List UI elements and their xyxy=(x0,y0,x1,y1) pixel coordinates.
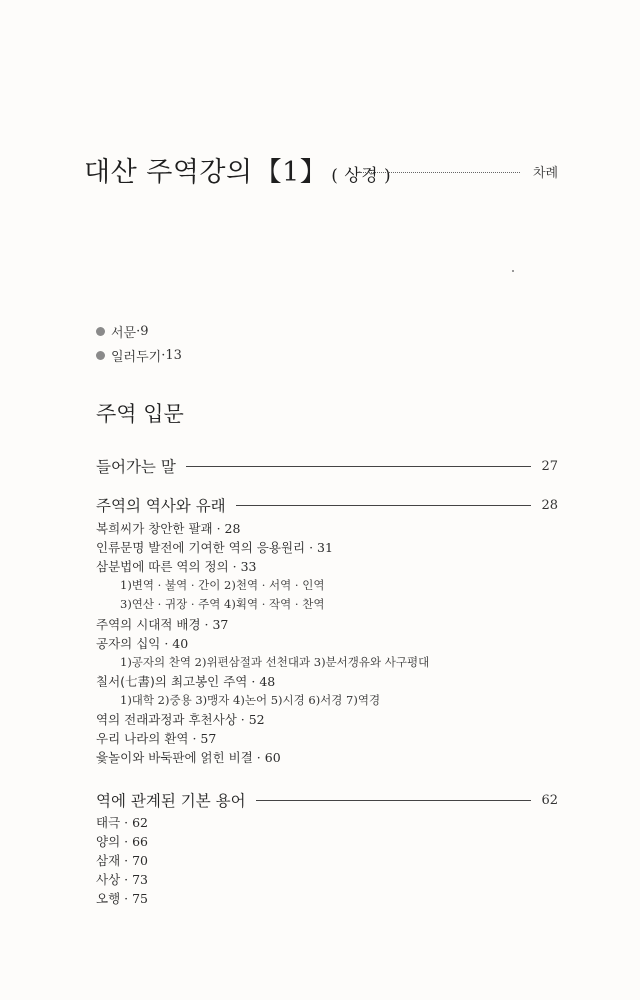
separator: · xyxy=(212,521,225,536)
section-rule xyxy=(186,466,532,467)
separator: · xyxy=(120,834,133,849)
entry-label: 공자의 십익 xyxy=(96,636,161,651)
toc-entry[interactable] xyxy=(96,710,265,728)
front-matter-item[interactable] xyxy=(96,346,182,365)
toc-entry[interactable] xyxy=(96,634,188,652)
toc-entry[interactable] xyxy=(96,832,148,850)
section-title: 주역의 역사와 유래 xyxy=(96,497,226,515)
toc-entry[interactable] xyxy=(96,615,228,633)
entry-page: 70 xyxy=(132,853,148,868)
book-title xyxy=(84,150,391,189)
entry-page: 28 xyxy=(224,521,241,536)
section-title: 들어가는 말 xyxy=(96,458,176,476)
entry-label: 삼분법에 따른 역의 정의 xyxy=(96,559,229,574)
front-matter-label: 일러두기 xyxy=(111,350,162,365)
entry-label: 오행 xyxy=(96,891,121,906)
entry-label: 칠서(七書)의 최고봉인 주역 xyxy=(96,674,248,689)
book-volume: 【1】 xyxy=(254,157,328,188)
entry-page: 33 xyxy=(240,559,257,574)
separator: · xyxy=(228,559,241,574)
separator: · xyxy=(236,712,249,727)
entry-label: 사상 xyxy=(96,872,121,887)
section-rule xyxy=(256,800,532,801)
entry-label: 태극 xyxy=(96,815,121,830)
separator: · xyxy=(136,324,141,339)
entry-label: 삼재 xyxy=(96,853,121,868)
separator: · xyxy=(120,815,133,830)
entry-page: 57 xyxy=(200,731,217,746)
toc-entry[interactable] xyxy=(96,557,257,575)
toc-entry[interactable] xyxy=(96,851,148,869)
separator: · xyxy=(252,750,265,765)
entry-page: 31 xyxy=(317,540,333,555)
separator: · xyxy=(120,891,133,906)
entry-page: 52 xyxy=(248,712,265,727)
section-page: 28 xyxy=(541,497,558,513)
bullet-icon xyxy=(96,351,105,360)
toc-sub-entry: 1)대학 2)중용 3)맹자 4)논어 5)시경 6)서경 7)역경 xyxy=(120,693,381,707)
separator: · xyxy=(305,540,318,555)
entry-page: 73 xyxy=(132,872,148,887)
separator: · xyxy=(161,348,166,363)
separator: · xyxy=(120,872,133,887)
entry-label: 주역의 시대적 배경 xyxy=(96,617,201,632)
section-heading[interactable] xyxy=(96,494,558,516)
paper-speck xyxy=(512,270,514,272)
entry-label: 복희씨가 창안한 팔괘 xyxy=(96,521,213,536)
entry-page: 40 xyxy=(172,636,189,651)
toc-entry[interactable] xyxy=(96,519,240,537)
separator: · xyxy=(160,636,173,651)
front-matter-page: 13 xyxy=(165,348,182,363)
entry-label: 우리 나라의 환역 xyxy=(96,731,189,746)
front-matter-page: 9 xyxy=(140,324,149,339)
entry-label: 인류문명 발전에 기여한 역의 응용원리 xyxy=(96,540,306,555)
entry-page: 48 xyxy=(259,674,276,689)
toc-entry[interactable] xyxy=(96,538,333,556)
entry-page: 60 xyxy=(264,750,281,765)
toc-entry[interactable] xyxy=(96,813,148,831)
toc-label: 차례 xyxy=(533,166,559,181)
book-subtitle: ( 상경 ) xyxy=(331,166,392,186)
toc-entry[interactable] xyxy=(96,870,148,888)
entry-page: 66 xyxy=(132,834,148,849)
front-matter-label: 서문 xyxy=(111,326,137,341)
toc-sub-entry: 3)연산 · 귀장 · 주역 4)획역 · 작역 · 찬역 xyxy=(120,597,325,611)
separator: · xyxy=(200,617,213,632)
toc-entry[interactable] xyxy=(96,729,216,747)
section-heading[interactable] xyxy=(96,789,558,811)
front-matter-item[interactable] xyxy=(96,322,149,341)
entry-page: 75 xyxy=(132,891,148,906)
title-leader-dots xyxy=(360,172,520,173)
section-page: 62 xyxy=(541,792,558,808)
part-title: 주역 입문 xyxy=(96,402,184,426)
section-title: 역에 관계된 기본 용어 xyxy=(96,792,246,810)
toc-sub-entry: 1)공자의 찬역 2)위편삼절과 선천대과 3)분서갱유와 사구평대 xyxy=(120,655,430,669)
toc-entry[interactable] xyxy=(96,889,148,907)
toc-entry[interactable] xyxy=(96,748,281,766)
book-title-main: 대산 주역강의 xyxy=(84,157,253,188)
toc-entry[interactable] xyxy=(96,672,275,690)
entry-page: 62 xyxy=(132,815,148,830)
entry-page: 37 xyxy=(212,617,229,632)
entry-label: 양의 xyxy=(96,834,121,849)
separator: · xyxy=(247,674,260,689)
toc-sub-entry: 1)변역 · 불역 · 간이 2)천역 · 서역 · 인역 xyxy=(120,578,325,592)
separator: · xyxy=(120,853,133,868)
section-rule xyxy=(236,505,532,506)
bullet-icon xyxy=(96,327,105,336)
entry-label: 역의 전래과정과 후천사상 xyxy=(96,712,237,727)
section-page: 27 xyxy=(541,458,558,474)
section-heading[interactable] xyxy=(96,455,558,477)
separator: · xyxy=(188,731,201,746)
entry-label: 윷놀이와 바둑판에 얽힌 비결 xyxy=(96,750,253,765)
